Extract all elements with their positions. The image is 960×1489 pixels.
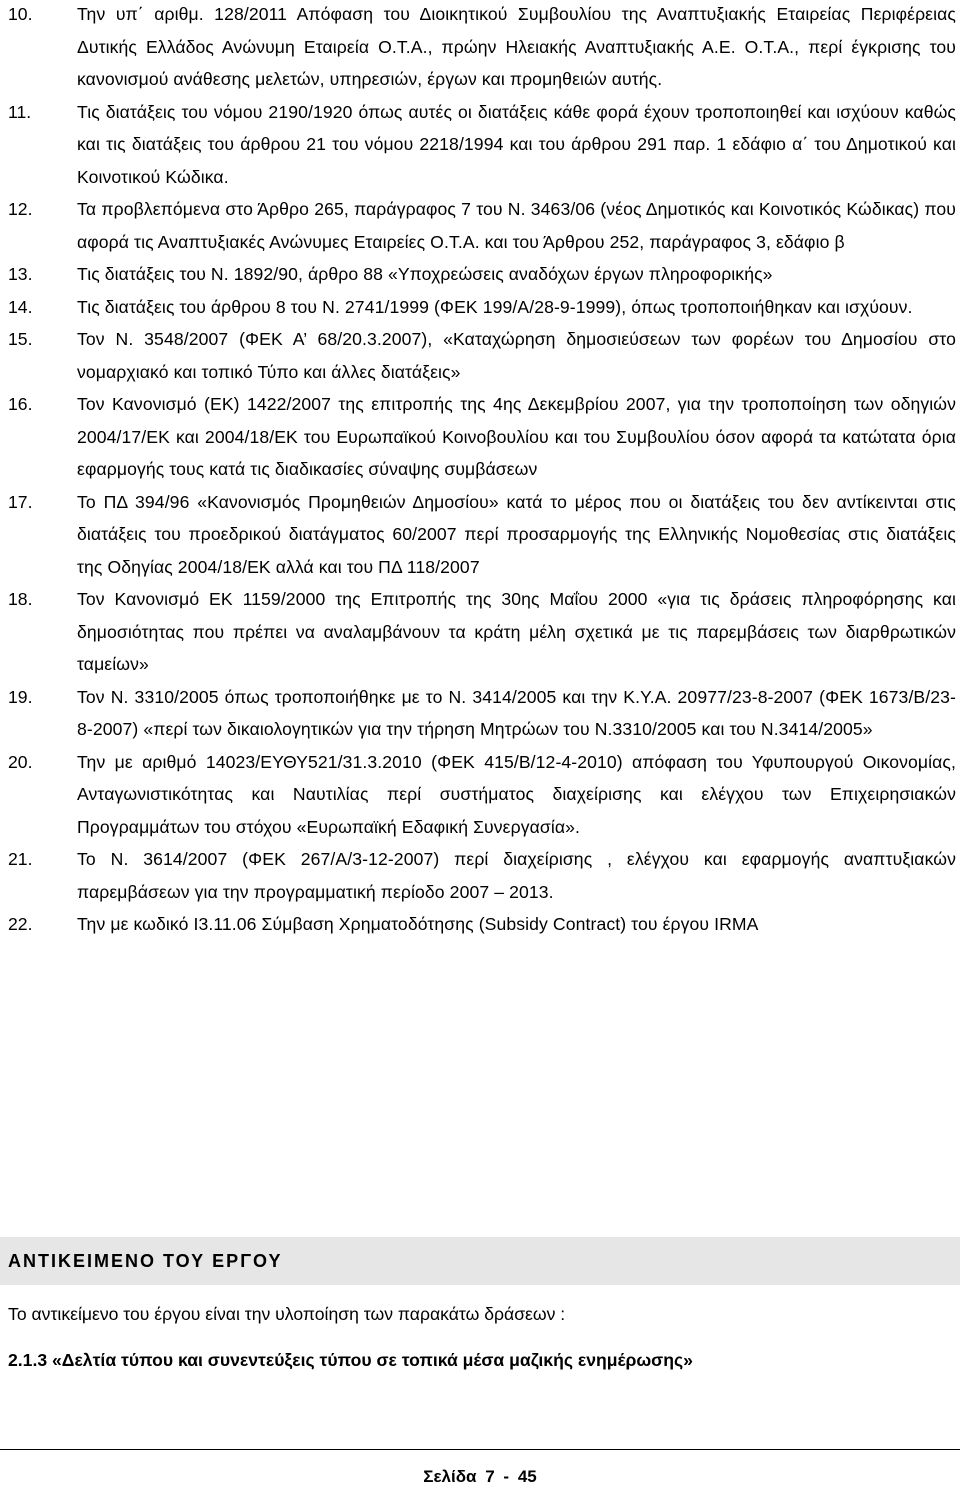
list-item [8,258,956,291]
section-title: ΑΝΤΙΚΕΙΜΕΝΟ ΤΟΥ ΕΡΓΟΥ [8,1251,283,1271]
legal-basis-list [8,0,956,941]
list-item [8,908,956,941]
item-number: 20. [8,751,33,772]
item-text: Τις διατάξεις του άρθρου 8 του Ν. 2741/1999 (ΦΕΚ 199/Α/28-9-1999), όπως τροποποιήθηκαν και ισχύουν. [77,296,913,317]
list-item [8,193,956,258]
item-text: Τον Κανονισμό ΕΚ 1159/2000 της Επιτροπής της 30ης Μαΐου 2000 «για τις δράσεις πληροφόρησης και δημοσιότητας που πρέπει να αναλαμβάνουν τα κράτη μέλη σχετικά με τις παρεμβάσεις των διαρθρωτικών ταμείων» [77,589,956,674]
item-text: Την υπ΄ αριθμ. 128/2011 Απόφαση του Διοικητικού Συμβουλίου της Αναπτυξιακής Εταιρείας Περιφέρειας Δυτικής Ελλάδος Ανώνυμη Εταιρεία Ο.Τ.Α., πρώην Ηλειακής Αναπτυξιακής Α.Ε. Ο.Τ.Α., περί έγκρισης του κανονισμού ανάθεσης μελετών, υπηρεσιών, έργων και προμηθειών αυτής. [77,4,956,89]
page-footer [0,1466,960,1488]
item-text: Τα προβλεπόμενα στο Άρθρο 265, παράγραφος 7 του Ν. 3463/06 (νέος Δημοτικός και Κοινοτικός Κώδικας) που αφορά τις Αναπτυξιακές Ανώνυμες Εταιρείες Ο.Τ.Α. και του Άρθρου 252, παράγραφος 3, εδάφιο β [77,199,956,252]
item-number: 21. [8,849,33,869]
page-total: 45 [517,1467,537,1486]
section-intro: Το αντικείμενο του έργου είναι την υλοποίηση των παρακάτω δράσεων : [8,1304,566,1324]
list-item [8,0,956,96]
action-title: 2.1.3 «Δελτία τύπου και συνεντεύξεις τύπου σε τοπικά μέσα μαζικής ενημέρωσης» [8,1350,693,1370]
item-number: 19. [8,686,33,707]
footer-divider [0,1449,960,1450]
item-text: Την με αριθμό 14023/ΕΥΘΥ521/31.3.2010 (ΦΕΚ 415/Β/12-4-2010) απόφαση του Υφυπουργού Οικονομίας, Ανταγωνιστικότητας και Ναυτιλίας περί συστήματος διαχείρισης και ελέγχου των Επιχειρησιακών Προγραμμάτων του στόχου «Ευρωπαϊκή Εδαφική Συνεργασία». [77,751,956,837]
item-text: Τις διατάξεις του Ν. 1892/90, άρθρο 88 «Υποχρεώσεις αναδόχων έργων πληροφορικής» [77,264,773,284]
item-number: 13. [8,264,33,284]
list-item [8,323,956,388]
list-item [8,583,956,681]
item-number: 11. [8,101,32,122]
list-item [8,388,956,486]
list-item [8,681,956,746]
list-item [8,843,956,908]
item-number: 16. [8,394,33,414]
item-number: 14. [8,296,33,317]
item-text: Το Ν. 3614/2007 (ΦΕΚ 267/Α/3-12-2007) περί διαχείρισης , ελέγχου και εφαρμογής αναπτυξιακών παρεμβάσεων για την προγραμματική περίοδο 2007 – 2013. [77,849,956,902]
item-number: 10. [8,4,33,24]
item-text: Τις διατάξεις του νόμου 2190/1920 όπως αυτές οι διατάξεις κάθε φορά έχουν τροποποιηθεί και ισχύουν καθώς και τις διατάξεις του άρθρου 21 του νόμου 2218/1994 και του άρθρου 291 παρ. 1 εδάφιο α΄ του Δημοτικού και Κοινοτικού Κώδικα. [77,101,956,187]
item-number: 22. [8,914,33,934]
footer-separator: - [503,1467,510,1486]
section-heading-bar [0,1237,960,1285]
item-text: Τον Ν. 3310/2005 όπως τροποποιήθηκε με το Ν. 3414/2005 και την Κ.Υ.Α. 20977/23-8-2007 (ΦΕΚ 1673/Β/23-8-2007) «περί των δικαιολογητικών για την τήρηση Μητρώων του Ν.3310/2005 και του Ν.3414/2005» [77,686,956,739]
list-item [8,746,956,844]
list-item [8,291,956,324]
item-text: Τον Ν. 3548/2007 (ΦΕΚ Α’ 68/20.3.2007), «Καταχώρηση δημοσιεύσεων των φορέων του Δημοσίου στο νομαρχιακό και τοπικό Τύπο και άλλες διατάξεις» [77,329,956,382]
item-number: 18. [8,589,33,609]
item-text: Τον Κανονισμό (ΕΚ) 1422/2007 της επιτροπής της 4ης Δεκεμβρίου 2007, για την τροποποίηση των οδηγιών 2004/17/ΕΚ και 2004/18/ΕΚ του Ευρωπαϊκού Κοινοβουλίου και του Συμβουλίου όσον αφορά τα κατώτατα όρια εφαρμογής τους κατά τις διαδικασίες σύναψης συμβάσεων [77,394,956,479]
item-number: 12. [8,199,33,219]
list-item [8,96,956,194]
item-text: Την με κωδικό I3.11.06 Σύμβαση Χρηματοδότησης (Subsidy Contract) του έργου IRMA [77,914,759,934]
page-number: 7 [485,1467,495,1486]
item-number: 17. [8,491,33,512]
footer-label: Σελίδα [423,1467,477,1486]
item-number: 15. [8,329,33,349]
list-item [8,486,956,584]
item-text: Το ΠΔ 394/96 «Κανονισμός Προμηθειών Δημοσίου» κατά το μέρος που οι διατάξεις του δεν αντίκεινται στις διατάξεις του προεδρικού διατάγματος 60/2007 περί προσαρμογής της Ελληνικής Νομοθεσίας στις διατάξεις της Οδηγίας 2004/18/ΕΚ αλλά και του ΠΔ 118/2007 [77,491,956,577]
